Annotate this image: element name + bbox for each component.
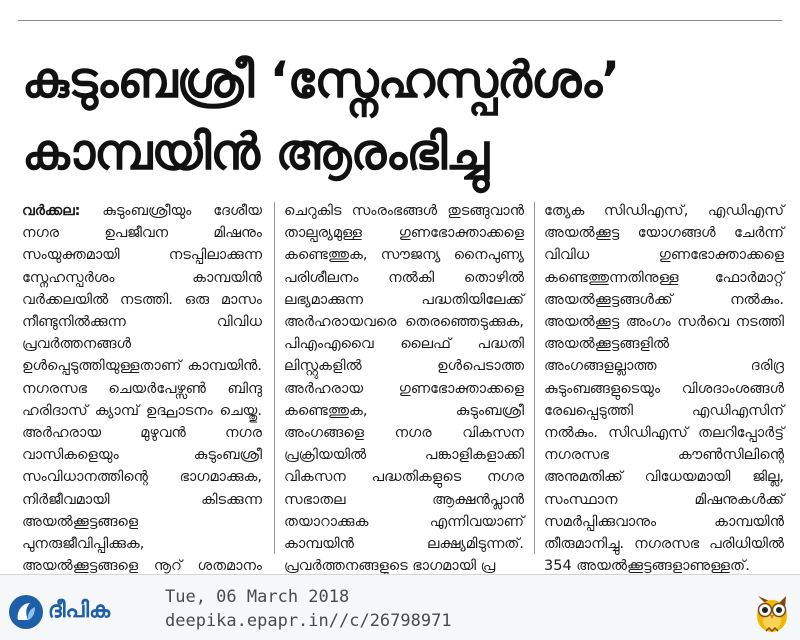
headline-line-1: കുടുംബശ്രീ ‘സ്നേഹസ്പർശം’	[22, 51, 620, 109]
column-2-text: ചെറുകിട സംരംഭങ്ങൾ തുടങ്ങുവാൻ താല്പര്യമുള്ള ഗുണഭോക്താക്കളെ കണ്ടെത്തുക, സൗജന്യ നൈപുണ്യ പരിശീലനം നൽകി തൊഴിൽ ലഭ്യമാക്കുന്ന പദ്ധതിയിലേക്ക് അർഹരായവരെ തെരഞ്ഞെടുക്കുക, പിഎംഎവൈ ലൈഫ് പദ്ധതി ലിസ്റ്റുകളിൽ ഉൾപെടാത്ത അർഹരായ ഗുണഭോക്താക്കളെ കണ്ടെത്തുക, കുടുംബശ്രീ അംഗങ്ങളെ നഗര വികസന പ്രക്രിയയിൽ പങ്കാളികളാക്കി വികസന പദ്ധതികളുടെ നഗര സഭാതല ആക്ഷൻപ്ലാൻ തയാറാക്കുക എന്നിവയാണ് കാമ്പയിൻ ലക്ഷ്യമിടുന്നത്. പ്രവർത്തനങ്ങളുടെ ഭാഗമായി പ്ര	[284, 203, 524, 575]
column-3-text: ത്യേക സിഡിഎസ്, എഡിഎസ് അയൽക്കൂട്ട യോഗങ്ങൾ ചേർന്ന് വിവിധ ഗുണഭോക്താക്കളെ കണ്ടെത്തുന്നതിനുള്ള ഫോർമാറ്റ് അയൽക്കൂട്ടങ്ങൾക്ക് നൽകും. അയൽക്കൂട്ട അംഗം സർവെ നടത്തി അയൽക്കൂട്ടങ്ങളിൽ അംഗങ്ങളല്ലാത്ത ദരിദ്ര കുടുംബങ്ങളുടെയും വിശദാംശങ്ങൾ രേഖപ്പെടുത്തി എഡിഎസിന് നൽകും. സിഡിഎസ് തലറിപ്പോർട്ട് നഗരസഭ കൗൺസിലിന്റെ അനുമതിക്ക് വിധേയമായി ജില്ല, സംസ്ഥാന മിഷനുകൾക്ക് സമർപ്പിക്കുവാനും കാമ്പയിൻ തീരുമാനിച്ചു. നഗരസഭ പരിധിയിൽ 354 അയൽക്കൂട്ടങ്ങളാണുള്ളത്.	[544, 203, 784, 575]
footer-bar	[0, 574, 800, 640]
column-divider	[274, 202, 275, 554]
logo-text: ദീപിക	[48, 598, 111, 623]
top-divider	[18, 20, 782, 21]
deepika-logo[interactable]	[8, 592, 153, 632]
column-divider	[534, 202, 535, 554]
article-column-2	[284, 200, 524, 575]
deepika-logo-icon	[8, 594, 44, 630]
article-headline	[22, 44, 782, 188]
article-column-1	[22, 200, 262, 575]
dateline: വർക്കല:	[22, 203, 81, 219]
publish-date: Tue, 06 March 2018	[165, 587, 350, 607]
footer-divider	[0, 574, 800, 575]
column-1-text: കുടുംബശ്രീയും ദേശീയ നഗര ഉപജീവന മിഷനും സംയുക്തമായി നടപ്പിലാക്കുന്ന സ്നേഹസ്പർശം കാമ്പയിൻ വർക്കലയിൽ നടത്തി. ഒരു മാസം നീണ്ടുനിൽക്കുന്ന വിവിധ പ്രവർത്തനങ്ങൾ ഉൾപ്പെടുത്തിയുള്ളതാണ് കാമ്പയിൻ. നഗരസഭ ചെയർപേഴ്സൺ ബിന്ദു ഹരിദാസ് ക്യാമ്പ് ഉദ്ഘാടനം ചെയ്തു. അർഹരായ മുഴുവൻ നഗര വാസികളെയും കുടുംബശ്രീ സംവിധാനത്തിന്റെ ഭാഗമാക്കുക, നിർജീവമായി കിടക്കുന്ന അയൽക്കൂട്ടങ്ങളെ പുനരുജീവിപ്പിക്കുക, അയൽക്കൂട്ടങ്ങളെ നൂറ് ശതമാനം	[22, 203, 262, 575]
owl-mascot-icon	[752, 588, 792, 634]
headline-line-2: കാമ്പയിൻ ആരംഭിച്ചു	[22, 123, 489, 181]
epaper-url[interactable]: deepika.epapr.in//c/26798971	[165, 611, 452, 631]
article-column-3	[544, 200, 784, 575]
article-body	[22, 200, 784, 575]
